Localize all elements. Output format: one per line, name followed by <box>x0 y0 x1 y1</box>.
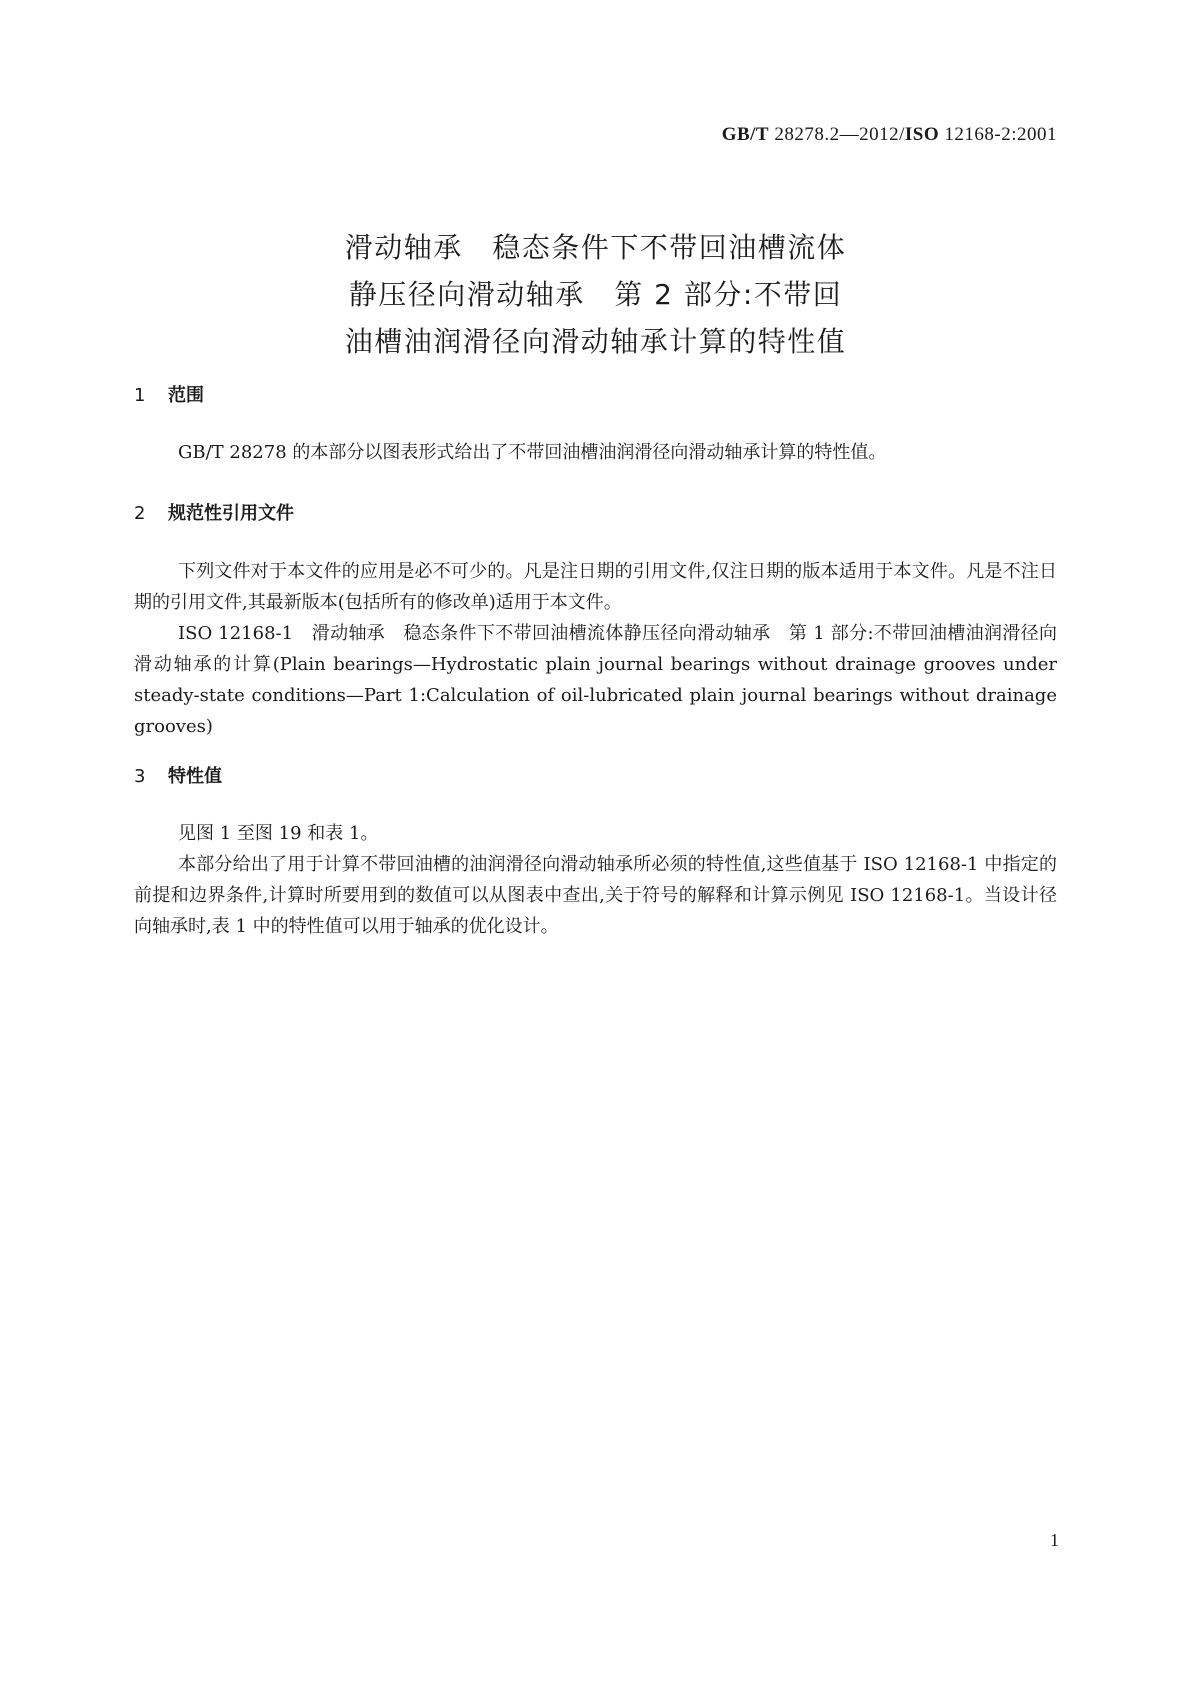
section-heading <box>134 501 1057 527</box>
title-line-1: 滑动轴承 稳态条件下不带回油槽流体 <box>344 231 847 264</box>
section-title: 特性值 <box>168 766 222 787</box>
paragraph: 本部分给出了用于计算不带回油槽的油润滑径向滑动轴承所必须的特性值,这些值基于 ISO 12168-1 中指定的前提和边界条件,计算时所要用到的数值可以从图表中查出,关于符号的解释和计算示例见 ISO 12168-1。当设计径向轴承时,表 1 中的特性值可以用于轴承的优化设计。 <box>134 854 1057 937</box>
standard-code-number: 28278.2—2012/ <box>769 124 905 145</box>
standard-code-iso-number: 12168-2:2001 <box>939 124 1057 145</box>
title-line-2: 静压径向滑动轴承 第 2 部分:不带回 <box>348 278 843 311</box>
section-number: 2 <box>134 503 146 524</box>
section-number: 3 <box>134 766 146 787</box>
paragraph: 见图 1 至图 19 和表 1。 <box>178 823 379 844</box>
standard-code-iso: ISO <box>904 124 940 145</box>
section-heading <box>134 764 1057 790</box>
section-title: 范围 <box>168 385 204 406</box>
paragraph-reference: ISO 12168-1 滑动轴承 稳态条件下不带回油槽流体静压径向滑动轴承 第 1 部分:不带回油槽油润滑径向滑动轴承的计算(Plain bearings—Hydrostatic plain journal bearings without drainage grooves under steady-state conditions—Part 1:Calculation of oil-lubricated plain journal bearings without drainage grooves) <box>134 623 1057 737</box>
section-normative-references-body <box>134 556 1057 742</box>
standard-code <box>722 124 1057 146</box>
section-normative-references <box>134 501 1057 527</box>
standard-code-prefix: GB/T <box>721 124 770 145</box>
section-characteristic-values <box>134 764 1057 790</box>
section-characteristic-values-body <box>134 818 1057 942</box>
section-scope <box>134 383 1057 409</box>
section-heading <box>134 383 1057 409</box>
section-scope-body <box>134 437 1057 468</box>
title-line-3: 油槽油润滑径向滑动轴承计算的特性值 <box>344 325 847 358</box>
page-number: 1 <box>1050 1530 1059 1550</box>
paragraph: GB/T 28278 的本部分以图表形式给出了不带回油槽油润滑径向滑动轴承计算的特性值。 <box>178 442 887 463</box>
document-title <box>0 224 1191 365</box>
section-number: 1 <box>134 385 146 406</box>
paragraph: 下列文件对于本文件的应用是必不可少的。凡是注日期的引用文件,仅注日期的版本适用于本文件。凡是不注日期的引用文件,其最新版本(包括所有的修改单)适用于本文件。 <box>134 561 1057 613</box>
section-title: 规范性引用文件 <box>168 503 294 524</box>
